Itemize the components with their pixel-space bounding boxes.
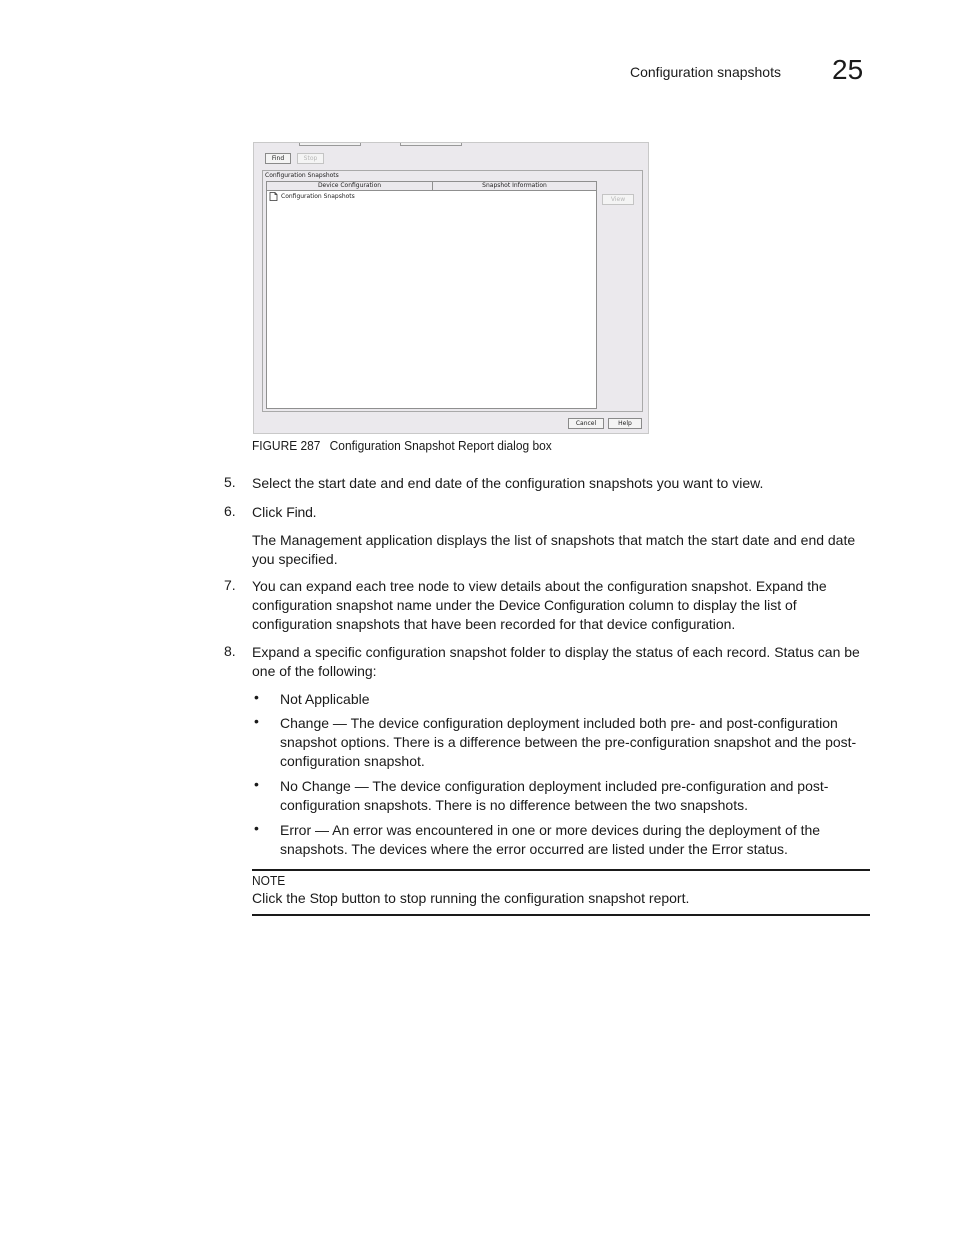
note-bottom-rule xyxy=(252,914,870,916)
bullet-icon: • xyxy=(254,820,259,836)
step-number: 6. xyxy=(224,503,236,519)
figure-number: FIGURE 287 xyxy=(252,438,321,453)
running-header-title: Configuration snapshots xyxy=(630,64,781,80)
snapshots-table[interactable] xyxy=(266,181,597,409)
bullet-icon: • xyxy=(254,689,259,705)
text-segment: column to display the list of configuration snapshots that have been recorded for that device configuration. xyxy=(252,597,797,632)
figure-caption xyxy=(252,438,552,453)
step-number: 8. xyxy=(224,643,236,659)
note-top-rule xyxy=(252,869,870,871)
bullet-item: No Change — The device configuration deployment included pre-configuration and post-configuration snapshots. There is no difference between the two snapshots. xyxy=(280,778,829,813)
dialog-screenshot xyxy=(253,142,649,434)
text-segment: You can expand each tree node to view details about the configuration snapshot. Expand the configuration snapshot name under the xyxy=(252,578,827,613)
cut-off-date-button-2[interactable] xyxy=(400,142,462,146)
figure-title: Configuration Snapshot Report dialog box xyxy=(329,438,552,453)
chapter-number: 25 xyxy=(832,54,864,85)
bullet-item: Change — The device configuration deployment included both pre- and post-configuration snapshot options. There is a difference between the pre-configuration snapshot and the post- configuration snapshot. xyxy=(280,715,857,769)
text-segment: button to stop running the configuration snapshot report. xyxy=(337,890,690,906)
step-text: Expand a specific configuration snapshot folder to display the status of each record. Status can be one of the following: xyxy=(252,644,860,679)
bullet-icon: • xyxy=(254,713,259,729)
note-label: NOTE xyxy=(252,873,286,888)
bullet-icon: • xyxy=(254,776,259,792)
find-button[interactable]: Find xyxy=(265,153,291,164)
group-title: Configuration Snapshots xyxy=(265,172,339,179)
text-segment: . xyxy=(312,504,317,520)
column-header-snapshot-information[interactable]: Snapshot Information xyxy=(433,182,596,191)
step-number: 7. xyxy=(224,577,236,593)
step-text: Select the start date and end date of the configuration snapshots you want to view. xyxy=(252,475,764,491)
ui-term-stop: Stop xyxy=(309,890,338,906)
step-number: 5. xyxy=(224,474,236,490)
tree-node[interactable] xyxy=(269,192,355,201)
tree-node-label: Configuration Snapshots xyxy=(281,193,355,200)
column-header-device-configuration[interactable]: Device Configuration xyxy=(267,182,433,191)
ui-term-find: Find xyxy=(286,504,313,520)
cut-off-date-button-1[interactable] xyxy=(299,142,361,146)
bullet-item: Not Applicable xyxy=(280,691,370,707)
ui-term-device-configuration: Device Configuration xyxy=(498,597,625,613)
bullet-item: Error — An error was encountered in one or more devices during the deployment of the snapshots. The devices where the error occurred are listed under the Error status. xyxy=(280,822,821,857)
text-segment: Click the xyxy=(252,890,310,906)
stop-button[interactable]: Stop xyxy=(297,153,324,164)
step-text xyxy=(252,503,872,522)
step-result-text: The Management application displays the list of snapshots that match the start date and end date you specified. xyxy=(252,532,856,567)
step-text xyxy=(252,577,872,634)
cancel-button[interactable]: Cancel xyxy=(568,418,604,429)
help-button[interactable]: Help xyxy=(608,418,642,429)
snapshots-group xyxy=(262,170,643,412)
text-segment: Click xyxy=(252,504,287,520)
view-button[interactable]: View xyxy=(602,194,634,205)
note-text xyxy=(252,890,689,906)
document-icon xyxy=(269,192,278,201)
